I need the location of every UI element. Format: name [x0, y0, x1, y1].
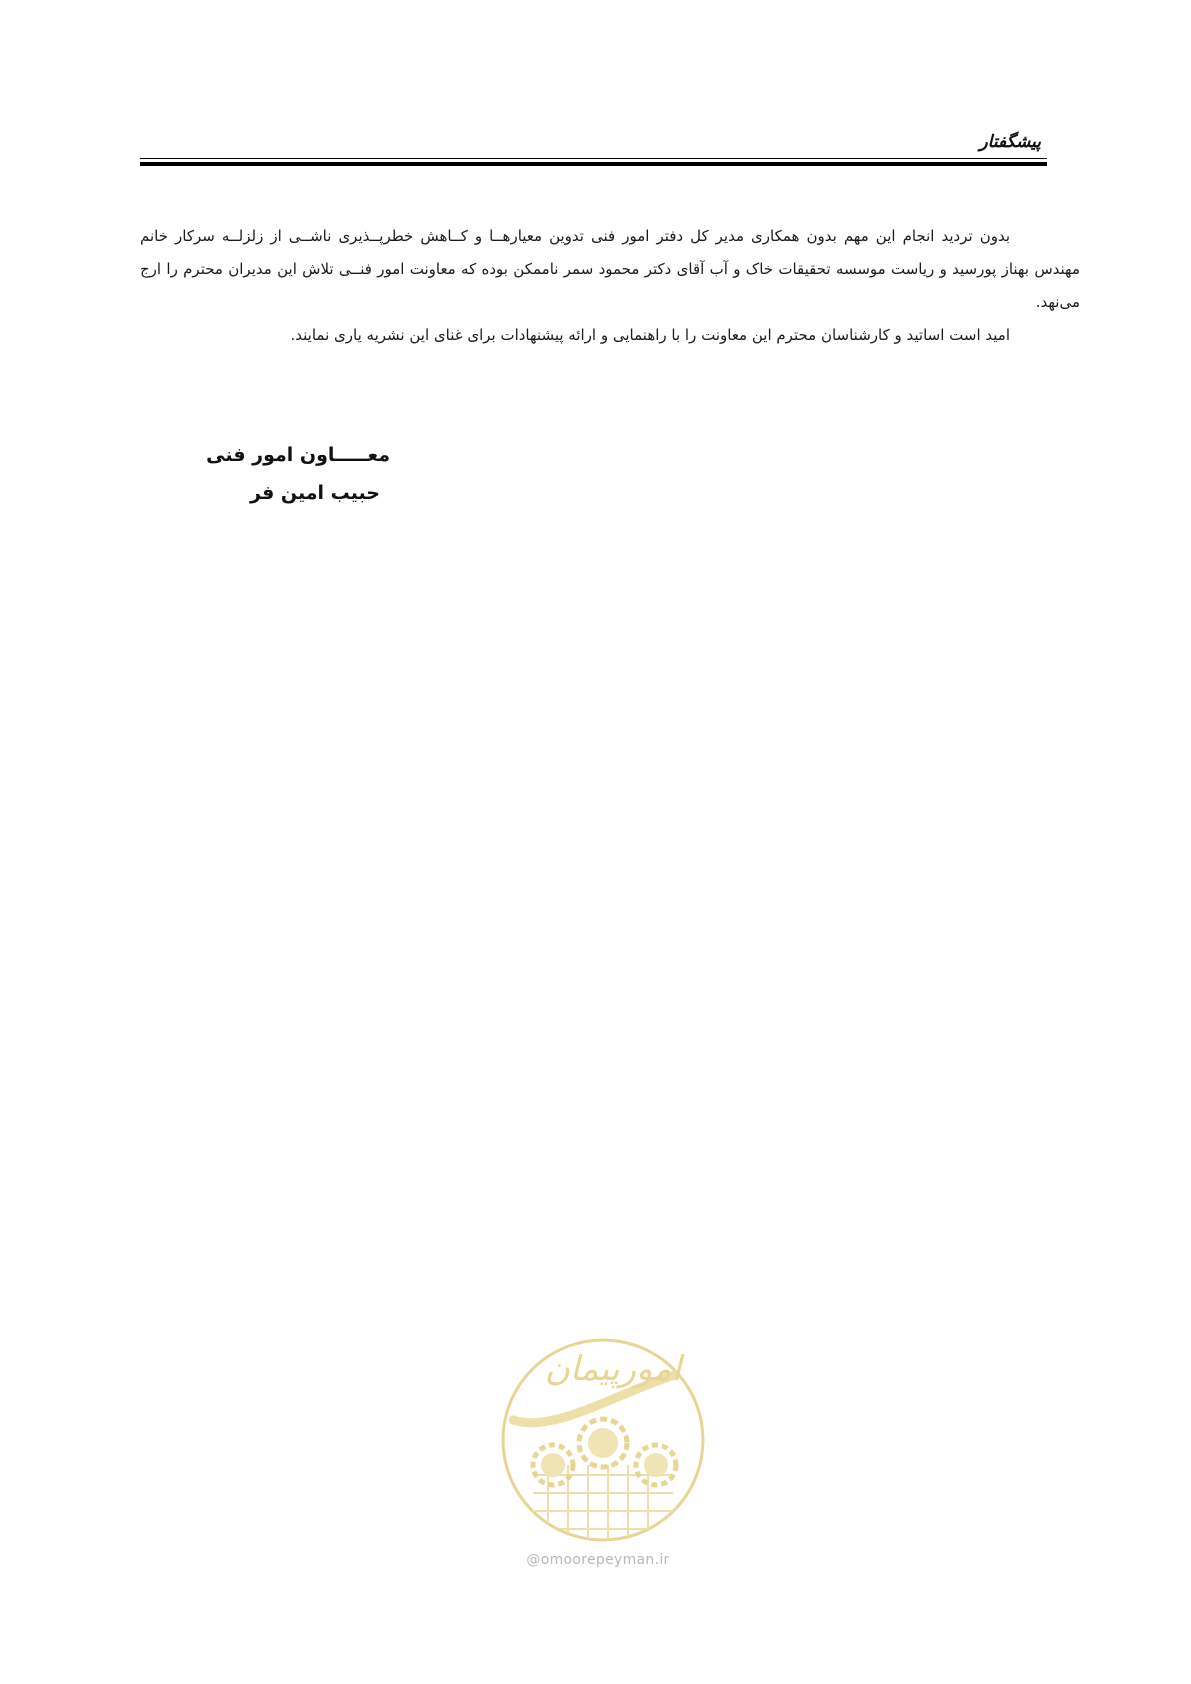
watermark-seal-icon — [478, 1325, 728, 1555]
section-title: پیشگفتار — [979, 132, 1041, 152]
paragraph-1: بدون تردید انجام این مهم بدون همکاری مدیر کل دفتر امور فنی تدوین معیارهــا و کــاهش خطرپــذیری ناشــی از زلزلــه سرکار خانم مهندس بهناز پورسید و ریاست موسسه تحقیقات خاک و آب آقای دکتر محمود سمر ناممکن بوده که معاونت امور فنــی تلاش این مدیران محترم را ارج می‌نهد. — [140, 227, 1080, 311]
signature-position: معـــــاون امور فنی — [206, 444, 390, 466]
watermark-logo-text: امورپیمان — [544, 1349, 682, 1389]
header-rule-thick — [140, 162, 1047, 166]
header-rule-thin — [140, 158, 1047, 159]
body-text — [140, 220, 1080, 352]
watermark-url: @omoorepeyman.ir — [526, 1552, 670, 1568]
watermark-logo — [478, 1325, 728, 1615]
signature-name: حبیب امین فر — [250, 482, 380, 504]
signature-block — [180, 436, 390, 512]
paragraph-2: امید است اساتید و کارشناسان محترم این معاونت را با راهنمایی و ارائه پیشنهادات برای غنای این نشریه یاری نمایند. — [290, 326, 1010, 344]
